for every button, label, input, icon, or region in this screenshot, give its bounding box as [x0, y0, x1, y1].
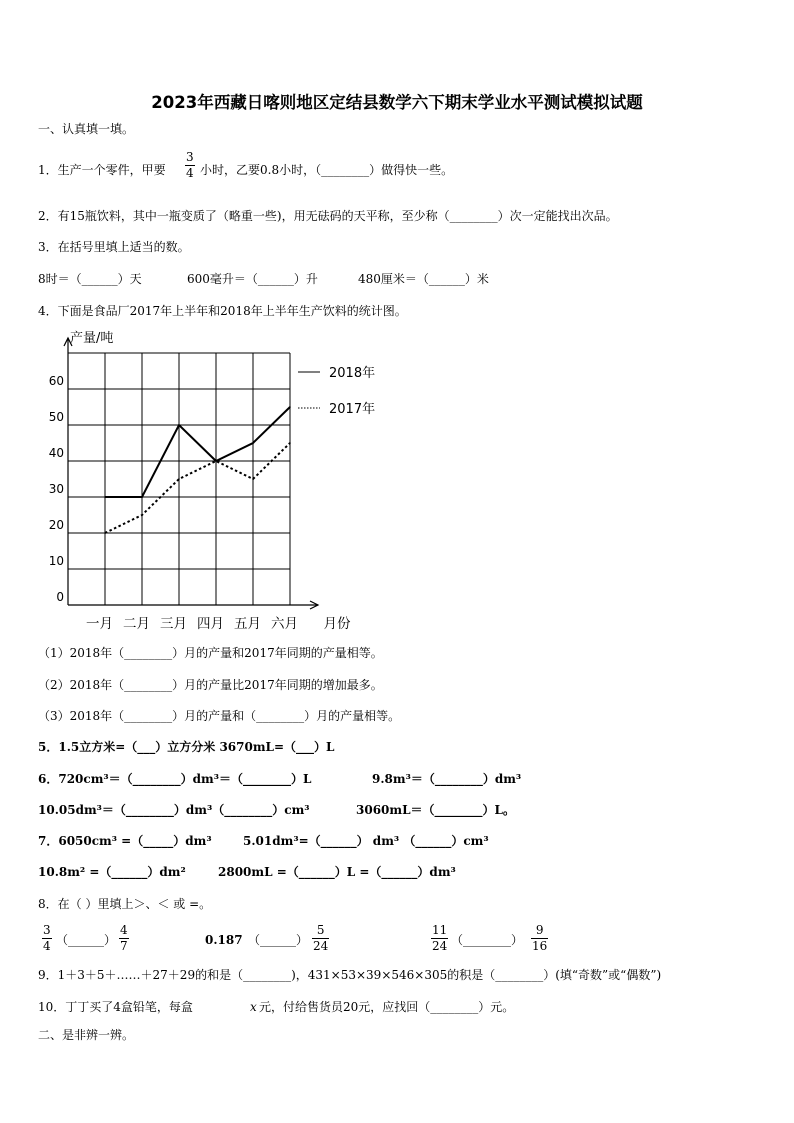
fraction-5-24 — [312, 924, 329, 953]
y-tick-label: 30 — [48, 482, 64, 496]
question-6-line-1b: 9.8m³＝（________）dm³ — [372, 772, 522, 786]
data-point — [141, 514, 143, 516]
legend-label-2018: 2018年 — [329, 366, 376, 381]
data-point — [141, 496, 143, 498]
fraction-numerator: 3 — [186, 150, 194, 164]
y-axis-label: 产量/吨 — [70, 331, 114, 346]
compare-blank-1: （______） — [56, 933, 117, 947]
y-tick-label: 50 — [48, 410, 64, 424]
x-tick-label: 六月 — [271, 616, 298, 632]
fraction-3-4 — [42, 924, 52, 953]
fraction-9-16 — [531, 924, 548, 953]
compare-blank-3: （________） — [451, 933, 524, 947]
y-tick-label: 0 — [56, 590, 64, 604]
question-2: 2．有15瓶饮料，其中一瓶变质了（略重一些)，用无砝码的天平称，至少称（________）次一定能找出次品。 — [38, 209, 618, 223]
x-axis-label: 月份 — [323, 616, 351, 632]
fraction-4-7 — [119, 924, 129, 953]
question-9: 9．1＋3＋5＋……＋27＋29的和是（________)，431×53×39×546×305的积是（________）(填“奇数”或“偶数”) — [38, 968, 662, 982]
question-10-part-b: 元，付给售货员20元，应找回（________）元。 — [259, 1000, 515, 1014]
question-5: 5．1.5立方米=（___）立方分米 3670mL=（___）L — [38, 740, 335, 754]
question-10-part-a: 10．丁丁买了4盒铅笔，每盒 — [38, 1000, 193, 1014]
fraction-denominator: 7 — [120, 939, 128, 953]
data-point — [104, 532, 106, 534]
question-3-item-b: 600毫升＝（______）升 — [187, 272, 318, 286]
question-8: 8．在（ ）里填上＞、＜ 或 =。 — [38, 897, 212, 911]
data-point — [178, 478, 180, 480]
question-7-line-1: 7．6050cm³ =（_____）dm³ — [38, 834, 212, 848]
question-3-item-a: 8时＝（______）天 — [38, 272, 142, 286]
data-point — [289, 442, 291, 444]
fraction-denominator: 4 — [186, 166, 194, 180]
fraction-numerator: 11 — [432, 923, 448, 937]
y-tick-label: 20 — [48, 518, 64, 532]
question-7-line-1b: 5.01dm³=（______） dm³ （______）cm³ — [243, 834, 489, 848]
fraction-denominator: 24 — [432, 939, 448, 953]
fraction-numerator: 3 — [43, 923, 51, 937]
series-line-1 — [105, 443, 290, 533]
decimal-value: 0.187 — [205, 933, 243, 947]
data-point — [178, 424, 180, 426]
x-tick-label: 五月 — [234, 616, 261, 632]
fraction-denominator: 16 — [532, 939, 548, 953]
question-7-line-2: 10.8m² =（______）dm² — [38, 865, 186, 879]
question-4-sub-2: （2）2018年（________）月的产量比2017年同期的增加最多。 — [38, 678, 383, 692]
fraction-numerator: 9 — [535, 923, 544, 937]
question-3-item-c: 480厘米＝（______）米 — [358, 272, 489, 286]
question-1-part-a: 1．生产一个零件，甲要 — [38, 163, 166, 177]
y-tick-label: 10 — [48, 554, 64, 568]
y-tick-label: 60 — [48, 374, 64, 388]
y-tick-label: 40 — [48, 446, 64, 460]
question-4: 4．下面是食品厂2017年上半年和2018年上半年生产饮料的统计图。 — [38, 304, 407, 318]
page-title: 2023年西藏日喀则地区定结县数学六下期末学业水平测试模拟试题 — [151, 93, 643, 112]
question-6-line-2: 10.05dm³＝（________）dm³（________）cm³ — [38, 803, 310, 817]
variable-x: x — [250, 1000, 257, 1014]
question-3: 3．在括号里填上适当的数。 — [38, 240, 190, 254]
question-6-line-2b: 3060mL＝（________）L。 — [356, 803, 515, 817]
question-6-line-1: 6．720cm³＝（________）dm³＝（________）L — [38, 772, 312, 786]
fraction-denominator: 4 — [43, 939, 51, 953]
data-point — [252, 478, 254, 480]
question-4-sub-3: （3）2018年（________）月的产量和（________）月的产量相等。 — [38, 709, 401, 723]
section-heading-1: 一、认真填一填。 — [38, 122, 135, 136]
x-tick-label: 四月 — [197, 616, 224, 632]
data-point — [104, 496, 106, 498]
section-heading-2: 二、是非辨一辨。 — [38, 1028, 135, 1042]
x-tick-label: 一月 — [86, 616, 113, 632]
question-1-part-b: 小时，乙要0.8小时，（________）做得快一些。 — [200, 163, 454, 177]
fraction-numerator: 4 — [120, 923, 128, 937]
series-line-0 — [105, 407, 290, 497]
fraction-denominator: 24 — [313, 939, 329, 953]
question-7-line-2b: 2800mL =（______）L =（______）dm³ — [218, 865, 456, 879]
compare-blank-2: （______） — [248, 933, 309, 947]
legend-label-2017: 2017年 — [329, 402, 376, 417]
data-point — [289, 406, 291, 408]
fraction-11-24 — [431, 924, 448, 953]
x-tick-label: 二月 — [123, 616, 150, 632]
x-tick-label: 三月 — [160, 616, 187, 632]
data-point — [215, 460, 217, 462]
data-point — [252, 442, 254, 444]
fraction-numerator: 5 — [316, 923, 325, 937]
question-4-sub-1: （1）2018年（________）月的产量和2017年同期的产量相等。 — [38, 646, 383, 660]
